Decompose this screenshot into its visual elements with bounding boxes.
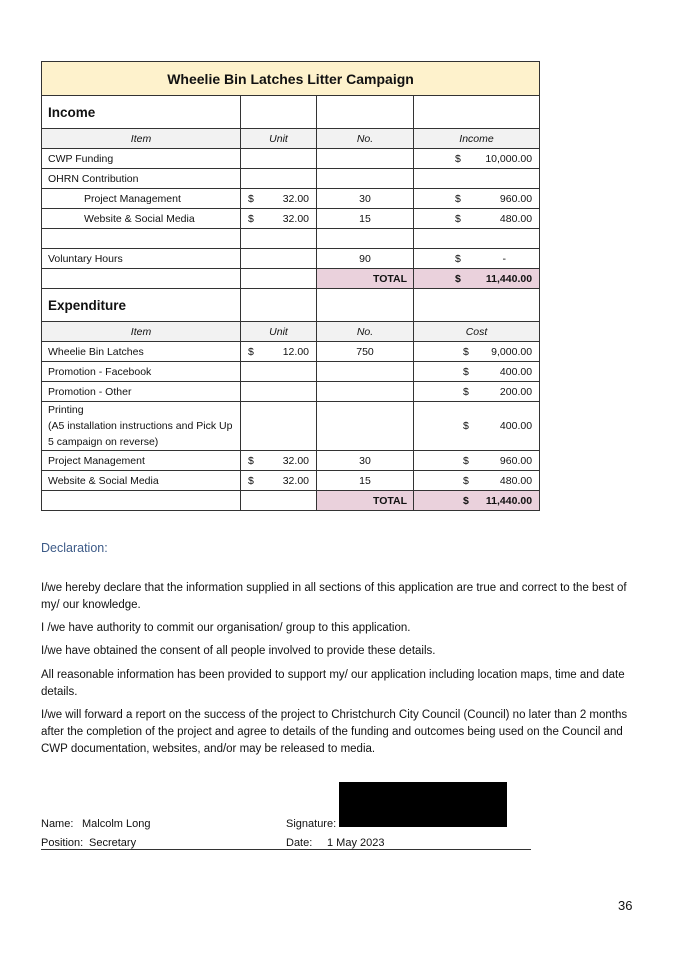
name-value: Malcolm Long <box>82 818 151 830</box>
table-row: Wheelie Bin Latches $ 12.00 750 $ 9,000.00 <box>42 342 540 362</box>
row-item: Promotion - Facebook <box>42 362 241 382</box>
row-no <box>317 149 414 169</box>
table-row: Website & Social Media $ 32.00 15 $ 480.00 <box>42 471 540 491</box>
declaration-paragraph-5: I/we will forward a report on the success of the project to Christchurch City Council (Council) no later than 2 months after the completion of the project and agree to details of the funding and outcomes being used on the Council and CWP documentation, websites, and/or may be released to media. <box>41 709 628 755</box>
row-no: 15 <box>317 471 414 491</box>
table-row <box>42 149 540 169</box>
declaration-paragraph-1: I/we hereby declare that the information supplied in all sections of this application are true and correct to the best of my/ our knowledge. <box>41 582 627 611</box>
budget-table <box>41 61 540 511</box>
column-header-income: Income <box>414 129 540 149</box>
expenditure-heading: Expenditure <box>42 289 241 322</box>
row-no <box>317 362 414 382</box>
row-no: 30 <box>317 451 414 471</box>
column-header-unit: Unit <box>241 322 317 342</box>
column-header-item: Item <box>42 322 241 342</box>
table-row: Website & Social Media $ 32.00 15 $ 480.00 <box>42 209 540 229</box>
row-no <box>317 402 414 451</box>
column-header-cost: Cost <box>414 322 540 342</box>
row-amount <box>414 169 540 189</box>
page-number: 36 <box>618 898 633 913</box>
row-no: 750 <box>317 342 414 362</box>
row-amount: $ 200.00 <box>414 382 540 402</box>
expenditure-total-value: $ 11,440.00 <box>414 491 540 511</box>
column-header-unit: Unit <box>241 129 317 149</box>
income-column-headers <box>42 129 540 149</box>
position-label: Position: <box>41 837 84 849</box>
row-no <box>317 229 414 249</box>
signoff-underline <box>41 849 531 850</box>
row-item: Promotion - Other <box>42 382 241 402</box>
column-header-no: No. <box>317 129 414 149</box>
declaration-paragraph-2: I /we have authority to commit our organisation/ group to this application. <box>41 622 411 634</box>
declaration-paragraph-3: I/we have obtained the consent of all people involved to provide these details. <box>41 645 436 657</box>
row-no: 90 <box>317 249 414 269</box>
total-label: TOTAL <box>317 269 414 289</box>
row-item: Project Management <box>42 451 241 471</box>
row-amount: $ 480.00 <box>414 209 540 229</box>
redacted-signature <box>339 782 507 827</box>
row-amount: $ 9,000.00 <box>414 342 540 362</box>
table-row <box>42 362 540 382</box>
income-heading: Income <box>42 96 241 129</box>
expenditure-column-headers <box>42 322 540 342</box>
row-no <box>317 382 414 402</box>
table-row <box>42 229 540 249</box>
income-total-row <box>42 269 540 289</box>
name-label: Name: <box>41 818 74 830</box>
row-amount: $ 10,000.00 <box>414 149 540 169</box>
table-row <box>42 169 540 189</box>
column-header-item: Item <box>42 129 241 149</box>
row-no: 30 <box>317 189 414 209</box>
row-amount: $ 400.00 <box>414 402 540 451</box>
declaration-paragraph-4: All reasonable information has been provided to support my/ our application including location maps, time and date details. <box>41 669 625 698</box>
row-amount: $ 480.00 <box>414 471 540 491</box>
row-item <box>42 229 241 249</box>
total-label: TOTAL <box>317 491 414 511</box>
row-no <box>317 169 414 189</box>
table-row <box>42 402 540 451</box>
row-item: Voluntary Hours <box>42 249 241 269</box>
row-no: 15 <box>317 209 414 229</box>
row-amount <box>414 229 540 249</box>
row-amount: $ - <box>414 249 540 269</box>
table-row <box>42 249 540 269</box>
row-item: Website & Social Media <box>42 471 241 491</box>
row-item-printing: Printing (A5 installation instructions and Pick Up 5 campaign on reverse) <box>42 402 241 451</box>
date-value: 1 May 2023 <box>327 837 385 849</box>
date-label: Date: <box>286 837 313 849</box>
income-total-value: $ 11,440.00 <box>414 269 540 289</box>
declaration-heading: Declaration: <box>41 541 108 555</box>
row-item: CWP Funding <box>42 149 241 169</box>
expenditure-total-row <box>42 491 540 511</box>
position-value: Secretary <box>89 837 137 849</box>
row-amount: $ 400.00 <box>414 362 540 382</box>
table-row <box>42 382 540 402</box>
column-header-no: No. <box>317 322 414 342</box>
row-item: Website & Social Media <box>42 209 241 229</box>
signature-label: Signature: <box>286 818 337 830</box>
row-item: Project Management <box>42 189 241 209</box>
table-row: Project Management $ 32.00 30 $ 960.00 <box>42 451 540 471</box>
row-amount: $ 960.00 <box>414 189 540 209</box>
row-item: OHRN Contribution <box>42 169 241 189</box>
row-amount: $ 960.00 <box>414 451 540 471</box>
table-title: Wheelie Bin Latches Litter Campaign <box>42 62 540 96</box>
row-item: Wheelie Bin Latches <box>42 342 241 362</box>
table-row: Project Management $ 32.00 30 $ 960.00 <box>42 189 540 209</box>
